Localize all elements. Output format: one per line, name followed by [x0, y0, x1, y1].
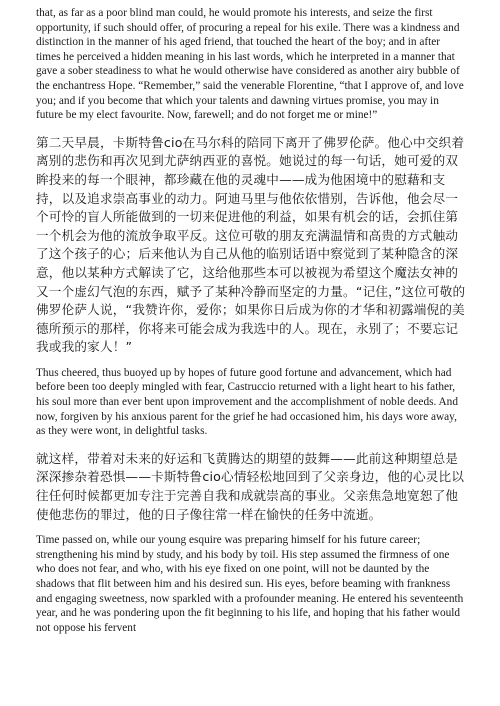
paragraph-english-2: Thus cheered, thus buoyed up by hopes of future good fortune and advancement, which had before been too deeply mingled with fear, Castruccio returned with a light heart to his father, his soul more than ever bent upon improvement and the accomplishment of noble deeds. And now, forgiven by his anxious parent for the grief he had occasioned him, his days wore away, as they were wont, in delightful tasks. [36, 366, 458, 438]
paragraph-chinese-1: 第二天早晨，卡斯特鲁cio在马尔科的陪同下离开了佛罗伦萨。他心中交织着离别的悲伤和再次见到尤萨纳西亚的喜悦。她说过的每一句话，她可爱的双眸投来的每一个眼神，都珍藏在他的灵魂中——成为他困境中的慰藉和支持，以及追求崇高事业的动力。阿迪马里与他依依惜别，告诉他，他会尽一个可怜的盲人所能做到的一切来促进他的利益，如果有机会的话，会抓住第一个机会为他的流放争取平反。这位可敬的朋友充满温情和高贵的方式触动了这个孩子的心；后来他认为自己从他的临别话语中察觉到了某种隐含的深意，他以某种方式解读了它，这给他那些本可以被视为希望这个魔法女神的又一个虚幻气泡的东西，赋予了某种冷静而坚定的力量。“记住，”这位可敬的佛罗伦萨人说，“我赞许你，爱你；如果你日后成为你的才华和初露端倪的美德所预示的那样，你将来可能会成为我选中的人。现在，永别了；不要忘记我或我的家人！” [36, 134, 466, 355]
paragraph-english-3: Time passed on, while our young esquire was preparing himself for his future career; strengthening his mind by study, and his body by toil. His step assumed the firmness of one who does not fear, and who, with his eye fixed on one point, will not be daunted by the shadows that flit between him and his desired sun. His eyes, before beaming with frankness and engaging sweetness, now sparkled with a profounder meaning. He entered his seventeenth year, and he was pondering upon the fit beginning to his life, and hoping that his father would not oppose his fervent [36, 534, 464, 634]
paragraph-english-1: that, as far as a poor blind man could, he would promote his interests, and seize the first opportunity, if such should offer, of procuring a repeal for his exile. There was a kindness and distinction in the manner of his aged friend, that touched the heart of the boy; and in after times he perceived a hidden meaning in his last words, which he interpreted in a manner that gave a sober steadiness to what he would otherwise have considered as another airy bubble of the enchantress Hope. “Remember,” said the venerable Florentine, “that I approve of, and love you; and if you become that which your talents and dawning virtues promise, you may in future be my elect favourite. Now, farewell; and do not forget me or mine!” [36, 7, 464, 122]
paragraph-chinese-2: 就这样，带着对未来的好运和飞黄腾达的期望的鼓舞——此前这种期望总是深深掺杂着恐惧——卡斯特鲁cio心情轻松地回到了父亲身边，他的心灵比以往任何时候都更加专注于完善自我和成就崇高的事业。父亲焦急地宽恕了他使他悲伤的罪过，他的日子像往常一样在愉快的任务中流逝。 [36, 450, 465, 522]
document-page [36, 6, 466, 646]
